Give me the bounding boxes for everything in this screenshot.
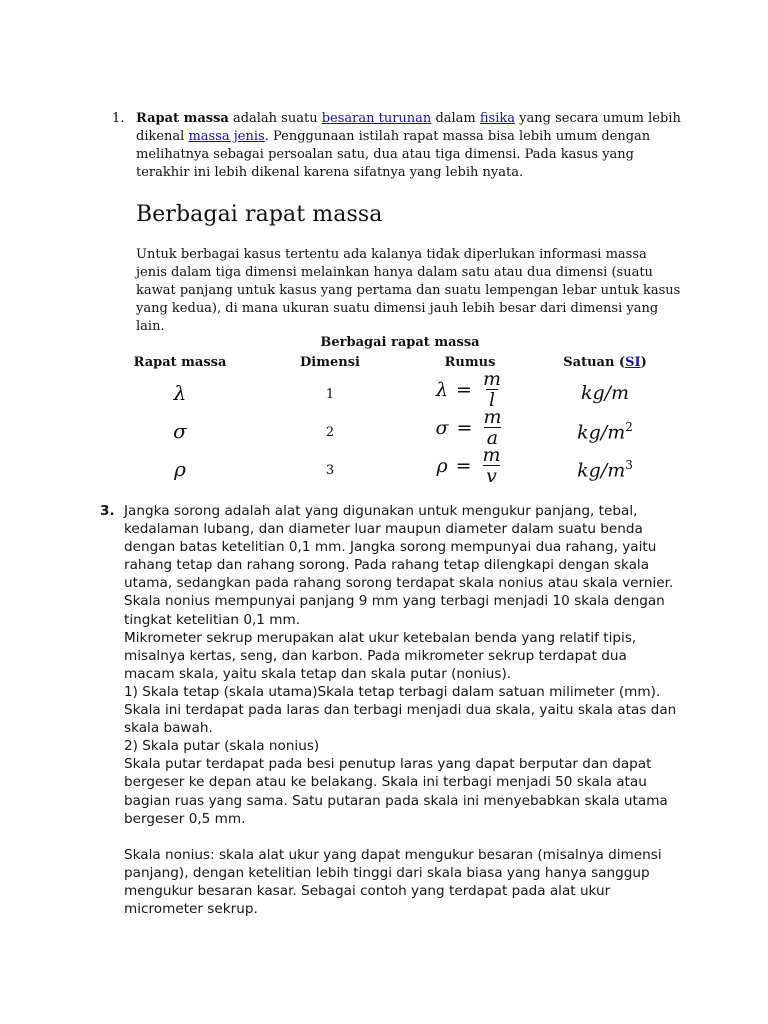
list-item-body [124,502,680,918]
formula-fraction [480,407,504,448]
header-satuan [530,355,680,370]
symbol-cell: σ [173,419,187,443]
link-si[interactable]: SI [625,355,641,370]
unit-text: kg/m [577,421,626,444]
list-item-text [136,110,682,182]
link-besaran-turunan[interactable]: besaran turunan [321,111,432,126]
text-span: adalah suatu [228,111,322,126]
paragraph-skala-nonius: Skala nonius: skala alat ukur yang dapat mengukur besaran (misalnya dimensi panjang), dengan ketelitian lebih tinggi dari skala biasa yang hanya sanggup mengukur besaran kasar. Sebagai contoh yang terdapat pada alat ukur micrometer sekrup. [124,846,662,917]
formula-equals: = [455,454,472,477]
unit-exponent: 3 [625,458,633,472]
header-rapat-massa: Rapat massa [133,355,227,370]
unit-cell [530,458,680,481]
table-header-row [100,355,670,377]
paragraph-skala-putar: Skala putar terdapat pada besi penutup laras yang dapat berputar dan dapat bergeser ke depan atau ke belakang. Skala ini terbagi menjadi 50 skala atau bagian ruas yang sama. Satu putaran pada skala ini menyebabkan skala utama bergeser 0,5 mm. [124,756,668,827]
table-row [100,368,670,415]
formula-cell [390,369,550,410]
paragraph-jangka-sorong: Jangka sorong adalah alat yang digunakan untuk mengukur panjang, tebal, kedalaman lubang, dan diameter luar maupun diameter dalam suatu benda dengan batas ketelitian 0,1 mm. Jangka sorong mempunyai dua rahang, yaitu rahang tetap dan rahang sorong. Pada rahang tetap dilengkapi dengan skala utama, sedangkan pada rahang sorong terdapat skala nonius atau skala vernier. Skala nonius mempunyai panjang 9 mm yang terbagi menjadi 10 skala dengan tingkat ketelitian 0,1 mm. [124,503,674,628]
dimension-cell: 1 [325,387,335,402]
term-bold: Rapat massa [136,111,229,126]
list-number: 1. [112,111,125,126]
paragraph-gap [124,828,680,846]
paragraph-mikrometer: Mikrometer sekrup merupakan alat ukur ketebalan benda yang relatif tipis, misalnya kertas, seng, dan karbon. Pada mikrometer sekrup terdapat dua macam skala, yaitu skala tetap dan skala putar (nonius). [124,629,637,682]
formula-fraction [480,369,504,410]
table-row [100,406,670,453]
formula-cell [390,445,550,486]
paragraph-skala-tetap: 1) Skala tetap (skala utama)Skala tetap terbagi dalam satuan milimeter (mm). Skala ini terdapat pada laras dan terbagi menjadi dua skala, yaitu skala atas dan skala bawah. [124,683,677,737]
fraction-numerator: m [483,406,502,428]
table-caption: Berbagai rapat massa [320,335,480,350]
intro-paragraph: Untuk berbagai kasus tertentu ada kalanya tidak diperlukan informasi massa jenis dalam tiga dimensi melainkan hanya dalam satu atau dua dimensi (suatu kawat panjang untuk kasus yang pertama dan suatu lempengan lebar untuk kasus yang kedua), di mana ukuran suatu dimensi jauh lebih besar dari dimensi yang lain. [136,247,681,334]
header-rumus: Rumus [444,355,496,370]
link-massa-jenis[interactable]: massa jenis [188,129,265,144]
paragraph-skala-putar-title: 2) Skala putar (skala nonius) [124,738,320,755]
list-number: 3. [100,503,115,519]
header-satuan-close: ) [640,355,647,370]
list-item-3 [100,502,680,918]
unit-exponent: 2 [625,420,633,434]
dimension-cell: 3 [325,463,335,478]
header-satuan-label: Satuan ( [563,355,626,370]
formula-equals: = [456,378,472,401]
formula-fraction [480,445,504,486]
header-dimensi: Dimensi [300,355,360,370]
unit-cell [530,420,680,443]
list-item-1 [112,110,682,182]
fraction-numerator: m [482,368,501,390]
symbol-cell: λ [173,381,187,405]
formula-lhs: λ [436,378,449,401]
dimension-cell: 2 [325,425,335,440]
formula-lhs: ρ [436,454,448,477]
section-heading: Berbagai rapat massa [136,202,383,227]
fraction-numerator: m [482,444,501,466]
fraction-denominator: v [483,465,500,486]
formula-equals: = [456,416,473,439]
text-span: yang secara umum lebih dikenal [136,111,681,144]
text-span: dalam [431,111,480,126]
text-span: . Penggunaan istilah rapat massa bisa lebih umum dengan melihatnya sebagai persoalan satu, dua atau tiga dimensi. Pada kasus yang terakhir ini lebih dikenal karena sifatnya yang lebih nyata. [136,129,651,180]
unit-text: kg/m [577,459,626,482]
unit-cell [530,382,680,404]
formula-cell [390,407,550,448]
table-row [100,444,670,491]
symbol-cell: ρ [174,457,186,481]
fraction-denominator: a [484,427,501,448]
density-table [100,335,670,491]
unit-text: kg/m [580,382,630,404]
formula-lhs: σ [435,416,449,439]
link-fisika[interactable]: fisika [479,111,516,126]
fraction-denominator: l [486,389,498,410]
